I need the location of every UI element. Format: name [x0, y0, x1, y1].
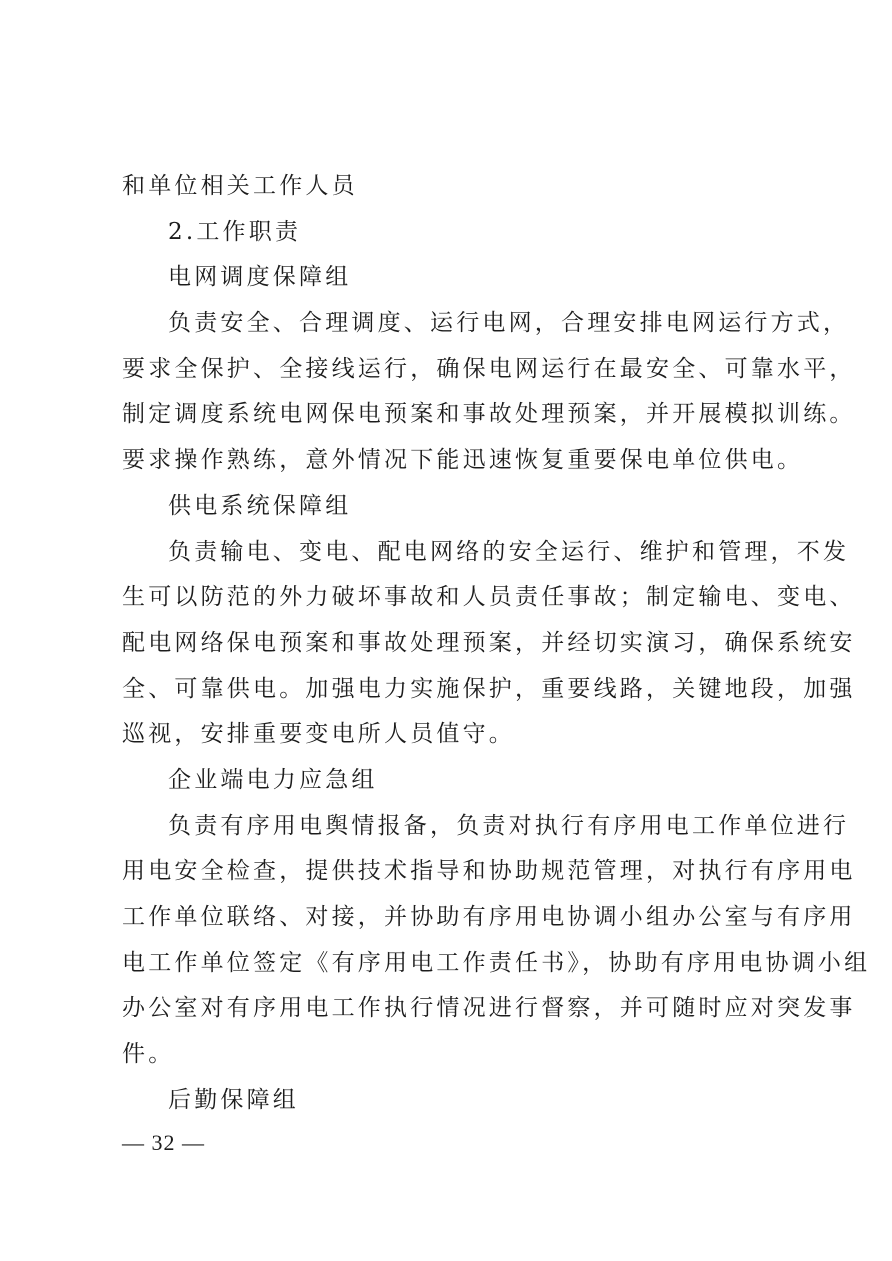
paragraph-line: 巡视，安排重要变电所人员值守。: [122, 721, 515, 748]
paragraph-line: 负责有序用电舆情报备，负责对执行有序用电工作单位进行: [168, 812, 850, 839]
paragraph-line: 负责输电、变电、配电网络的安全运行、维护和管理，不发: [168, 538, 850, 565]
group-heading-enterprise-emergency: 企业端电力应急组: [168, 766, 378, 793]
paragraph-line: 件。: [122, 1041, 175, 1068]
paragraph-line: 用电安全检查，提供技术指导和协助规范管理，对执行有序用电: [122, 858, 856, 885]
group-heading-power-supply: 供电系统保障组: [168, 492, 352, 519]
paragraph-line: 制定调度系统电网保电预案和事故处理预案，并开展模拟训练。: [122, 401, 856, 428]
paragraph-line: 办公室对有序用电工作执行情况进行督察，并可随时应对突发事: [122, 995, 856, 1022]
paragraph-line: 电工作单位签定《有序用电工作责任书》，协助有序用电协调小组: [122, 949, 871, 976]
paragraph-line: 负责安全、合理调度、运行电网，合理安排电网运行方式，: [168, 310, 850, 337]
page-number: — 32 —: [122, 1130, 205, 1155]
paragraph-line: 生可以防范的外力破坏事故和人员责任事故；制定输电、变电、: [122, 584, 856, 611]
paragraph-line: 要求操作熟练，意外情况下能迅速恢复重要保电单位供电。: [122, 447, 804, 474]
group-heading-logistics: 后勤保障组: [168, 1086, 299, 1113]
paragraph-line: 全、可靠供电。加强电力实施保护，重要线路，关键地段，加强: [122, 675, 856, 702]
text-line: 和单位相关工作人员: [122, 173, 358, 199]
section-heading-duties: 2.工作职责: [168, 218, 302, 245]
group-heading-grid-dispatch: 电网调度保障组: [168, 264, 352, 291]
paragraph-line: 配电网络保电预案和事故处理预案，并经切实演习，确保系统安: [122, 629, 856, 656]
paragraph-line: 要求全保护、全接线运行，确保电网运行在最安全、可靠水平，: [122, 355, 856, 382]
paragraph-line: 工作单位联络、对接，并协助有序用电协调小组办公室与有序用: [122, 904, 856, 930]
page-body: [122, 164, 871, 1123]
